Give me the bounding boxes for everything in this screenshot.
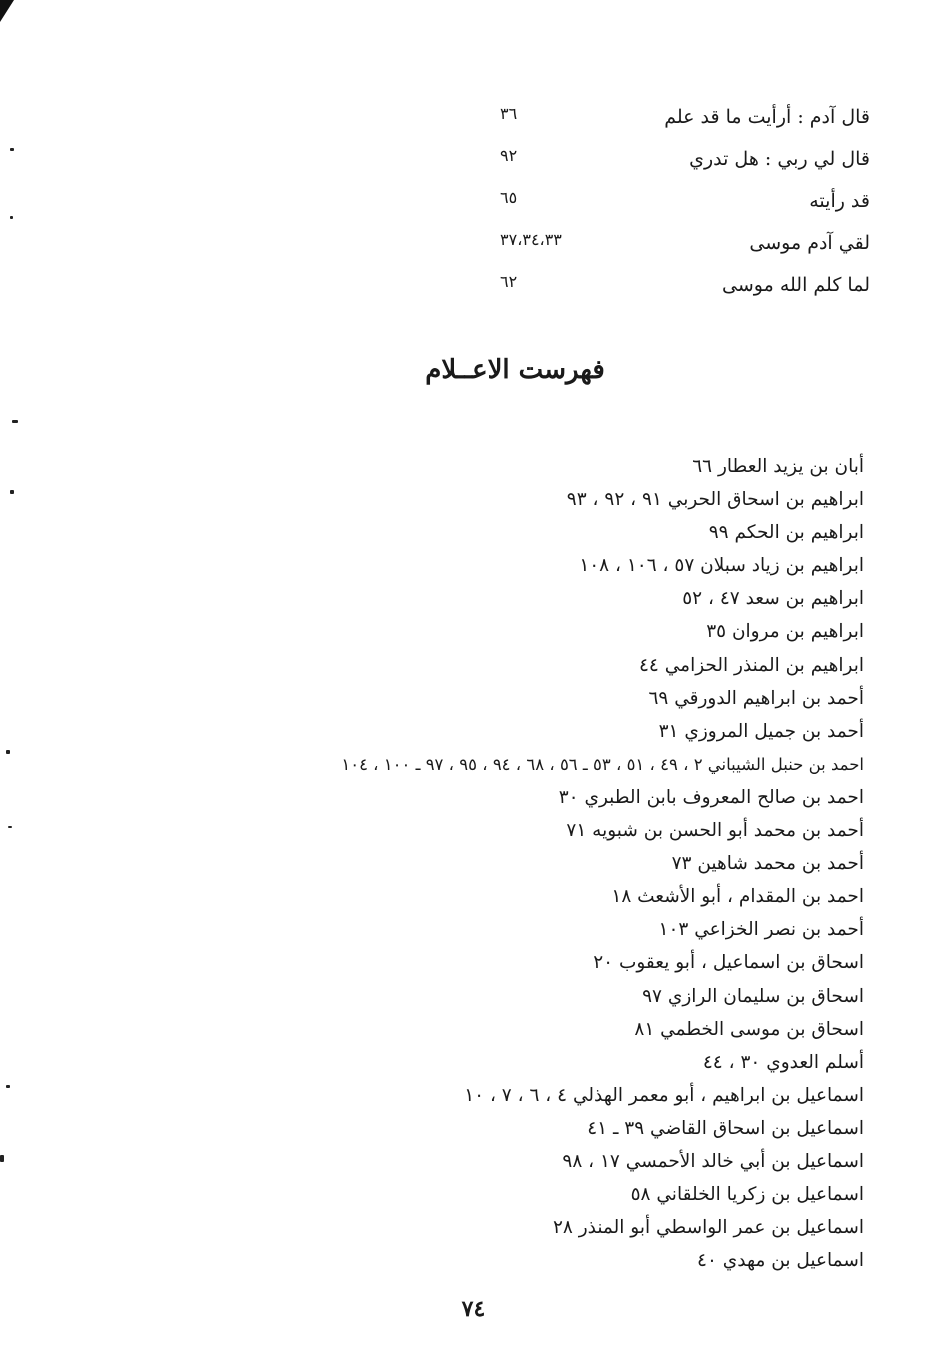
name-entry: اسماعيل بن ابراهيم ، أبو معمر الهذلي ٤ ، ٦ ، ٧ ، ١٠ <box>464 1084 864 1106</box>
name-entry: أبان بن يزيد العطار ٦٦ <box>692 456 864 477</box>
name-entry: اسماعيل بن زكريا الخلقاني ٥٨ <box>630 1184 864 1206</box>
section-title: فهرست الاعــلام <box>425 355 605 385</box>
name-entry: ابراهيم بن المنذر الحزامي ٤٤ <box>638 654 864 676</box>
name-entry: ابراهيم بن الحكم ٩٩ <box>708 522 864 544</box>
scan-speck <box>10 490 14 494</box>
scan-speck <box>6 1085 10 1088</box>
hadith-text: قال لي ربي : هل تدري <box>689 148 870 170</box>
name-entry: اسحاق بن سليمان الرازي ٩٧ <box>642 985 864 1007</box>
hadith-text: قد رأيته <box>809 190 870 212</box>
hadith-index-list <box>480 96 870 306</box>
name-entry: ابراهيم بن اسحاق الحربي ٩١ ، ٩٢ ، ٩٣ <box>566 489 864 511</box>
hadith-index-row <box>480 138 870 180</box>
scan-corner-mark <box>0 0 14 22</box>
scan-speck <box>10 216 13 219</box>
hadith-text: قال آدم : أرأيت ما قد علم <box>664 106 870 128</box>
name-entry: اسماعيل بن أبي خالد الأحمسي ١٧ ، ٩٨ <box>562 1150 864 1172</box>
name-entry: احمد بن صالح المعروف بابن الطبري ٣٠ <box>558 786 864 808</box>
hadith-index-row <box>480 180 870 222</box>
name-entry: أسلم العدوي ٣٠ ، ٤٤ <box>702 1051 864 1073</box>
names-index-list <box>260 450 864 1277</box>
hadith-index-row <box>480 264 870 306</box>
scan-speck <box>6 750 10 754</box>
page-number: ٧٤ <box>461 1296 486 1322</box>
scan-speck <box>8 826 12 828</box>
name-entry: اسحاق بن موسى الخطمي ٨١ <box>634 1018 864 1040</box>
hadith-page-ref: ٣٧،٣٤،٣٣ <box>500 230 562 249</box>
name-entry: أحمد بن محمد شاهين ٧٣ <box>671 853 864 875</box>
name-entry: اسماعيل بن عمر الواسطي أبو المنذر ٢٨ <box>552 1217 864 1239</box>
name-entry: اسحاق بن اسماعيل ، أبو يعقوب ٢٠ <box>593 952 864 974</box>
name-entry: اسماعيل بن اسحاق القاضي ٣٩ ـ ٤١ <box>587 1117 864 1139</box>
hadith-index-row <box>480 222 870 264</box>
name-entry: أحمد بن محمد أبو الحسن بن شبويه ٧١ <box>566 820 864 842</box>
hadith-text: لما كلم الله موسى <box>722 274 870 296</box>
name-entry: ابراهيم بن مروان ٣٥ <box>706 621 864 643</box>
name-entry: ابراهيم بن زياد سبلان ٥٧ ، ١٠٦ ، ١٠٨ <box>579 555 864 577</box>
hadith-page-ref: ٣٦ <box>500 104 518 123</box>
scan-speck <box>0 1155 4 1162</box>
name-entry: ابراهيم بن سعد ٤٧ ، ٥٢ <box>682 588 864 610</box>
hadith-page-ref: ٩٢ <box>500 146 518 165</box>
scan-speck <box>12 420 18 423</box>
scan-speck <box>10 148 14 151</box>
name-entry: أحمد بن ابراهيم الدورقي ٦٩ <box>648 687 864 709</box>
name-entry: اسماعيل بن مهدي ٤٠ <box>697 1250 864 1272</box>
name-entry: أحمد بن نصر الخزاعي ١٠٣ <box>658 919 864 941</box>
hadith-page-ref: ٦٥ <box>500 188 518 207</box>
name-entry: احمد بن المقدام ، أبو الأشعث ١٨ <box>611 886 864 908</box>
hadith-text: لقي آدم موسى <box>749 232 870 254</box>
name-entry: احمد بن حنبل الشيباني ٢ ، ٤٩ ، ٥١ ، ٥٣ ـ ٥٦ ، ٦٨ ، ٩٤ ، ٩٥ ، ٩٧ ـ ١٠٠ ، ١٠٤ <box>341 754 864 774</box>
hadith-page-ref: ٦٢ <box>500 272 518 291</box>
hadith-index-row <box>480 96 870 138</box>
name-entry: أحمد بن جميل المروزي ٣١ <box>658 720 864 742</box>
